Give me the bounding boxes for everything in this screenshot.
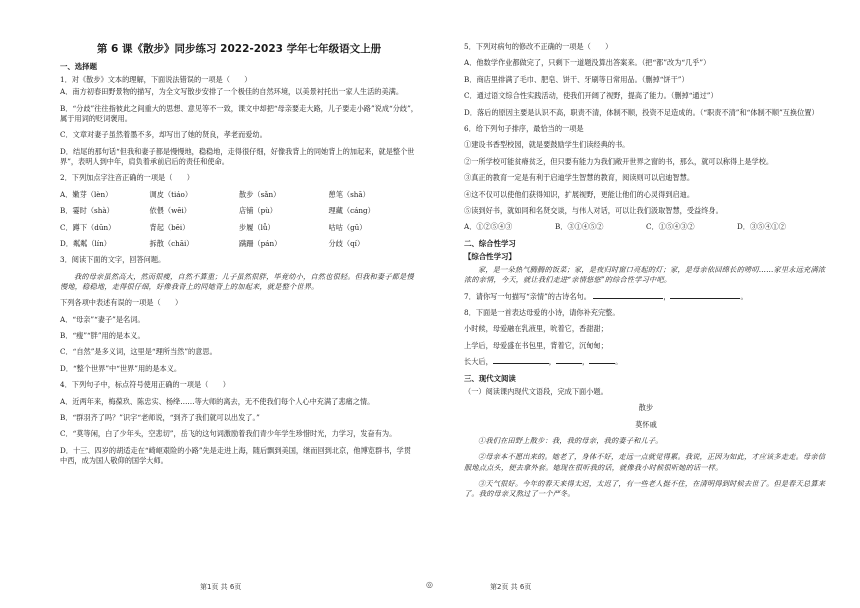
q2-d-2: 拆散（chāi） [149, 238, 194, 248]
section-heading-choice: 一、选择题 [60, 62, 97, 71]
page-footer-right: 第2页 共 6页 [490, 583, 532, 591]
reading-instruction: （一）阅读课内现代文语段，完成下面小题。 [464, 386, 608, 396]
q4-option-a: A．近两年来，梅葆玖、陈忠实、杨绛……等大师的离去，无不使我们每个人心中充满了悲痛之情。 [60, 396, 375, 406]
document-title: 第 6 课《散步》同步练习 2022-2023 学年七年级语文上册 [96, 43, 382, 55]
q8-blank-1[interactable] [493, 357, 549, 364]
q6-sentence-5: ⑤读到好书，就如同和名贤交谈，与伟人对话，可以让我们汲取智慧，受益终身。 [464, 205, 723, 215]
q2-d-3: 蹒跚（pán） [239, 238, 282, 248]
q1-option-a: A．南方初春田野景物的描写，为全文写散步安排了一个极佳的自然环境，以美景衬托出一家人生活的美满。 [60, 87, 404, 97]
q2-row-b [60, 206, 418, 216]
q2-a-2: 调皮（tiáo） [149, 189, 193, 199]
q5-option-c: C．通过语文综合性实践活动，使我们开阔了视野，提高了能力。（删掉“通过”） [464, 91, 718, 101]
q2-row-c [60, 223, 418, 233]
q3-ask: 下列各项中表述有误的一项是（ ） [60, 298, 183, 308]
q2-a-3: 散步（sǎn） [239, 189, 281, 199]
q6-sentence-2: ②一所学校可能贫瘠贫乏，但只要有能力为我们敞开世界之窗的书，那么，就可以称得上是学校。 [464, 156, 774, 166]
right-page [430, 0, 860, 608]
q7-blank-1[interactable] [593, 292, 663, 299]
q2-b-3: 店铺（pù） [239, 206, 277, 216]
q3-option-b: B．“瘦”“胖”用的是本义。 [60, 331, 145, 341]
question-2: 2．下列加点字注音正确的一项是（ ） [60, 173, 194, 183]
q2-c-1: C．蹲下（dūn） [60, 222, 116, 232]
section-subheading: 【综合性学习】 [464, 251, 516, 261]
q3-passage: 我的母亲虽然高大，然而很瘦，自然不算重；儿子虽然很胖，毕竟幼小，自然也很轻。但我和妻子都是慢慢地，稳稳地，走得很仔细，好像我背上的同她背上的加起来，就是整个世界。 [60, 271, 414, 291]
question-1: 1．对《散步》文本的理解，下面说法错误的一项是（ ） [60, 75, 252, 85]
q8-line-3-text: 长大后， [464, 357, 493, 367]
q2-a-4: 憩笔（shā） [328, 189, 370, 199]
q1-option-d: D．结尾的那句话“但我和妻子都是慢慢地，稳稳地，走得很仔细，好像我背上的同她背上的加起来，就是整个世界”，表明人到中年，肩负着承前启后的责任和使命。 [60, 146, 415, 166]
question-3: 3．阅读下面的文字，回答问题。 [60, 255, 166, 265]
q2-c-4: 咕咕（gū） [328, 222, 367, 232]
q6-option-b: B．③①④⑤② [555, 222, 604, 232]
q3-option-d: D．“整个世界”中“世界”用的是本义。 [60, 363, 182, 373]
q5-option-b: B．商店里排满了毛巾、肥皂、饼干、牙刷等日常用品。（删掉“饼干”） [464, 74, 689, 84]
q7-text: 7．请你写一句描写“亲情”的古诗名句。 [464, 291, 591, 301]
q4-option-b: B．“群羽齐了吗？”识字“老师说，“到齐了我们就可以出发了。” [60, 413, 260, 423]
left-column [60, 42, 418, 472]
q6-option-a: A．①②⑤④③ [464, 222, 513, 232]
q6-option-c: C．①⑤④③② [646, 222, 695, 232]
q2-c-3: 步履（lǚ） [239, 222, 275, 232]
article-paragraph-1: ①我们在田野上散步：我，我的母亲，我的妻子和儿子。 [478, 436, 663, 446]
section-heading-comprehensive: 二、综合性学习 [464, 238, 516, 248]
q4-option-c: C．“莫等闲，白了少年头，空悲切”，岳飞的这句词激励着我们青少年学生珍惜时光，力学习，发奋有为。 [60, 429, 397, 439]
q6-option-d: D．③⑤④①② [737, 222, 786, 232]
q6-sentence-1: ①建设书香型校园，就是要鼓励学生们读经典的书。 [464, 140, 630, 150]
q2-c-2: 背起（bēi） [149, 222, 190, 232]
q5-option-a: A．他数学作业都做完了，只剩下一道题没算出答案来。（把“都”改为“几乎”） [464, 58, 711, 68]
q8-line-1: 小时候，母爱融在乳液里，吮着它，香甜甜； [464, 324, 608, 334]
q3-option-c: C．“自然”是多义词，这里是“理所当然”的意思。 [60, 347, 217, 357]
q1-option-c: C．文章对妻子虽然着墨不多，却写出了她的贤良，孝老而爱幼。 [60, 130, 267, 140]
q7-blank-2[interactable] [670, 292, 740, 299]
q6-sentence-4: ④这不仅可以使他们获得知识，扩展视野，更能让他们的心灵得到启迪。 [464, 189, 695, 199]
q6-options [464, 222, 828, 232]
q8-line-2: 上学后，母爱盛在书包里，背着它，沉甸甸； [464, 340, 608, 350]
q8-blank-3[interactable] [589, 357, 615, 364]
page-footer-left: 第1页 共 6页 [200, 583, 242, 591]
question-7: 7．请你写一句描写“亲情”的古诗名句。 ， 。 [464, 291, 748, 301]
q2-row-d [60, 239, 418, 249]
q2-a-1: A．嫩芽（lèn） [60, 189, 113, 199]
q2-b-2: 依偎（wēi） [149, 206, 191, 216]
q8-line-3: 长大后， ， ， 。 [464, 357, 623, 367]
comprehensive-passage: 家，是一朵热气腾腾的饭菜；家，是夜归时窗口亮起的灯；家，是母亲依回绵长的唠叨……家里永远充满浓浓的亲情，今天，就让我们走进“亲情悠悠”的综合性学习中吧。 [464, 265, 826, 285]
question-5: 5．下列对病句的修改不正确的一项是（ ） [464, 42, 613, 51]
question-4: 4．下列句子中，标点符号使用正确的一项是（ ） [60, 380, 230, 390]
q8-blank-2[interactable] [556, 357, 582, 364]
q2-d-1: D．粼粼（lín） [60, 238, 111, 248]
q1-option-b: B．“分歧”往往指彼此之间重大的思想、意见等不一致，课文中却把“母亲要走大路，儿子要走小路”说成“分歧”，属于用词的贬词褒用。 [60, 103, 418, 123]
article-paragraph-2: ②母亲本不愿出来的。她老了，身体不好，走远一点就觉得累。我说，正因为如此，才应该多走走。母亲信服地点点头，便去拿外套。她现在很听我的话，就像我小时候很听她的话一样。 [464, 452, 826, 472]
article-title: 散步 [638, 403, 654, 413]
q5-option-d: D．落后的原因主要是认识不高，职责不清，体制不顺，投资不足造成的。（“职责不清”和“体制不顺”互换位置） [464, 107, 819, 117]
q3-option-a: A．“母亲”“妻子”是名词。 [60, 314, 145, 324]
q2-b-4: 理藏（cáng） [328, 206, 375, 216]
q2-b-1: B．霎时（shà） [60, 206, 114, 216]
question-8: 8．下面是一首表达母爱的小诗，请你补充完整。 [464, 308, 620, 318]
q2-d-4: 分歧（qí） [328, 238, 365, 248]
right-column [464, 42, 828, 506]
q4-option-d: D．十三、四岁的胡适走在“崎岖艰险的小路”先是走进上海，随后飘到美国，继而回到北京，他博览群书，学贯中西，成为国人敬仰的国学大师。 [60, 445, 411, 466]
section-heading-reading: 三、现代文阅读 [464, 373, 516, 383]
binding-marker-icon: ◎ [426, 580, 433, 589]
article-paragraph-3: ③天气很好。今年的春天来得太迟，太迟了，有一些老人挺不住，在清明得到时候去世了。但是春天总算来了。我的母亲又熬过了一个严冬。 [464, 479, 826, 499]
article-author: 莫怀戚 [635, 419, 657, 429]
q2-row-a [60, 190, 418, 200]
question-6: 6．给下列句子排序，最恰当的一项是 [464, 123, 584, 133]
q6-sentence-3: ③真正的教育一定是有利于启迪学生智慧的教育，阅读则可以启迪智慧。 [464, 173, 695, 183]
